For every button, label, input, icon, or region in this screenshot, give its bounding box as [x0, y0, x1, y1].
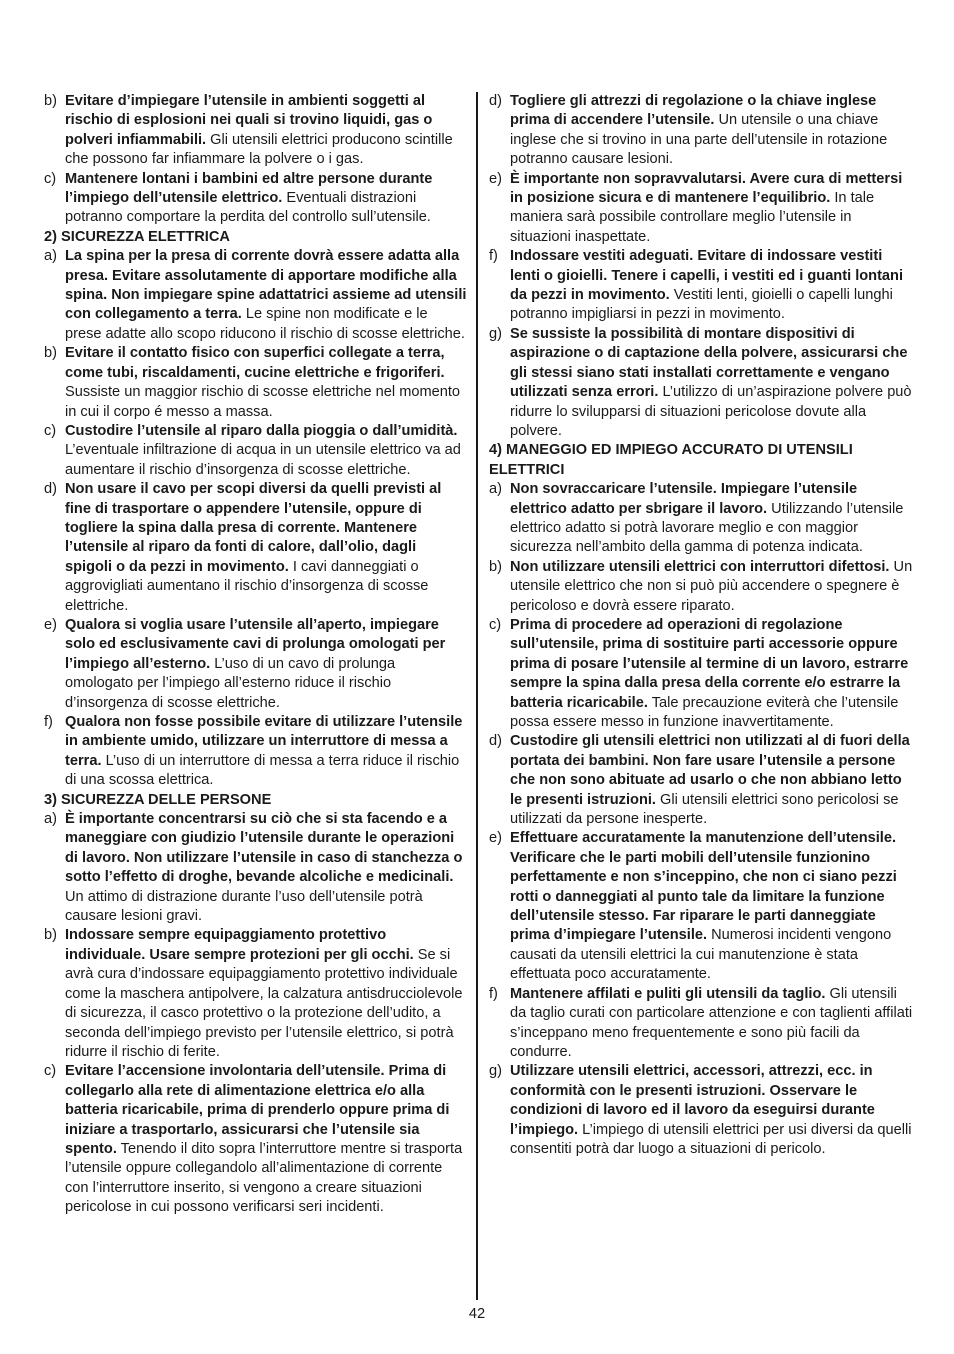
item-label: a) — [44, 248, 57, 265]
list-item — [44, 170, 467, 228]
item-body-text: L’uso di un interruttore di messa a terra riduce il rischio di una scossa elettrica. — [65, 752, 460, 789]
item-bold-text: Non usare il cavo per scopi diversi da quelli previsti al fine di trasportare o appendere l’utensile, oppure di togliere la spina dalla presa di corrente. Mantenere l’utensile al riparo da fonti di calore, dall’olio, dagli spigoli o da pezzi in movimento. — [65, 481, 442, 575]
list-item — [44, 810, 467, 926]
list-item — [489, 1062, 913, 1159]
item-label: d) — [44, 481, 57, 498]
item-label: f) — [489, 985, 498, 1002]
item-body-text: In tale maniera sarà possibile controllare meglio l’utensile in situazioni inaspettate. — [510, 190, 875, 245]
list-item — [44, 616, 467, 713]
item-body-text: Le spine non modificate e le prese adatte allo scopo riducono il rischio di scosse elettriche. — [65, 306, 465, 342]
item-bold-text: Custodire l’utensile al riparo dalla pioggia o dall’umidità. — [65, 422, 458, 439]
section-heading: 3) SICUREZZA DELLE PERSONE — [44, 791, 272, 808]
item-bold-text: Indossare vestiti adeguati. Evitare di indossare vestiti lenti o gioielli. Tenere i capelli, i vestiti ed i guanti lontani da pezzi in movimento. — [510, 248, 904, 304]
item-bold-text: È importante concentrarsi su ciò che si sta facendo e a maneggiare con giudizio l’utensile durante le operazioni di lavoro. Non utilizzare l’utensile in caso di stanchezza o sotto l’effetto di droghe, bevande alcoliche e medicinali. — [65, 811, 463, 886]
right-column — [489, 92, 913, 1159]
item-bold-text: Evitare il contatto fisico con superfici collegate a terra, come tubi, riscaldamenti, cucine elettriche e frigoriferi. — [65, 345, 445, 381]
list-item — [489, 247, 913, 325]
list-item — [489, 558, 913, 616]
item-label: d) — [489, 93, 502, 109]
item-label: b) — [489, 558, 502, 575]
section-heading: 2) SICUREZZA ELETTRICA — [44, 228, 230, 245]
item-bold-text: Mantenere lontani i bambini ed altre persone durante l’impiego dell’utensile elettrico. — [65, 170, 433, 207]
item-bold-text: Togliere gli attrezzi di regolazione o la chiave inglese prima di accendere l’utensile. — [510, 93, 877, 129]
item-bold-text: Non utilizzare utensili elettrici con interruttori difettosi. — [510, 558, 890, 575]
item-body-text: Gli utensili da taglio curati con particolare attenzione e con taglienti affilati s’inceppano meno frequentemente e sono più facili da condurre. — [510, 985, 913, 1060]
list-item — [44, 480, 467, 616]
list-item — [489, 616, 913, 732]
item-bold-text: Qualora non fosse possibile evitare di utilizzare l’utensile in ambiente umido, utilizzare un interruttore di messa a terra. — [65, 714, 463, 769]
section-heading: 4) MANEGGIO ED IMPIEGO ACCURATO DI UTENSILI ELETTRICI — [489, 442, 853, 478]
item-label: c) — [44, 170, 57, 187]
item-body-text: Gli utensili elettrici producono scintille che possono far infiammare la polvere o i gas. — [65, 131, 453, 168]
item-body-text: I cavi danneggiati o aggrovigliati aumentano il rischio d’insorgenza di scosse elettriche. — [65, 558, 429, 614]
list-item — [44, 422, 467, 480]
item-bold-text: Evitare l’accensione involontaria dell’utensile. Prima di collegarlo alla rete di alimentazione elettrica e/o alla batteria ricaricabile, prima di prenderlo oppure prima di iniziare a trasportarlo, assicurarsi che l’utensile sia spento. — [65, 1063, 450, 1157]
item-bold-text: Mantenere affilati e puliti gli utensili da taglio. — [510, 985, 826, 1002]
item-label: d) — [489, 733, 502, 750]
item-label: e) — [44, 616, 57, 633]
list-item — [489, 985, 913, 1063]
list-item — [489, 480, 913, 558]
item-body-text: Un attimo di distrazione durante l’uso dell’utensile potrà causare lesioni gravi. — [65, 888, 423, 925]
list-item — [489, 92, 913, 170]
item-bold-text: Custodire gli utensili elettrici non utilizzati al di fuori della portata dei bambini. Non fare usare l’utensile a persone che non sono abituate ad usarlo o che non abbiano letto le presenti istruzioni. — [510, 733, 910, 808]
item-label: g) — [489, 1063, 502, 1080]
item-label: g) — [489, 325, 502, 342]
item-label: f) — [489, 248, 498, 265]
page-number: 42 — [468, 1306, 486, 1322]
list-item — [44, 926, 467, 1062]
list-item — [44, 1062, 467, 1217]
item-body-text: Utilizzando l’utensile elettrico adatto si potrà lavorare meglio e con maggior sicurezza nell’ambito della gamma di potenza indicata. — [510, 500, 904, 556]
item-bold-text: Non sovraccaricare l’utensile. Impiegare l’utensile elettrico adatto per sbrigare il lavoro. — [510, 481, 858, 517]
item-label: e) — [489, 170, 502, 187]
item-body-text: Gli utensili elettrici sono pericolosi se utilizzati da persone inesperte. — [510, 791, 899, 828]
item-body-text: Tenendo il dito sopra l’interruttore mentre si trasporta l’utensile oppure collegandolo all’alimentazione di corrente con l’interruttore inserito, si vengono a creare situazioni pericolose in cui possono verificarsi seri incidenti. — [65, 1140, 463, 1216]
left-column — [44, 92, 467, 1218]
item-label: f) — [44, 714, 53, 730]
list-item — [489, 829, 913, 984]
item-body-text: L’utilizzo di un’aspirazione polvere può ridurre lo svilupparsi di situazioni pericolose dovute alla polvere. — [510, 384, 912, 439]
item-label: e) — [489, 830, 502, 847]
item-bold-text: Indossare sempre equipaggiamento protettivo individuale. Usare sempre protezioni per gli occhi. — [65, 927, 414, 963]
item-label: b) — [44, 927, 57, 944]
item-label: c) — [489, 616, 502, 633]
item-body-text: Sussiste un maggior rischio di scosse elettriche nel momento in cui il corpo é messo a massa. — [65, 384, 461, 420]
item-body-text: Vestiti lenti, gioielli o capelli lunghi potranno impigliarsi in pezzi in movimento. — [510, 287, 893, 323]
list-item — [44, 713, 467, 791]
item-bold-text: Evitare d’impiegare l’utensile in ambienti soggetti al rischio di esplosioni nei quali si trovino liquidi, gas o polveri infiammabili. — [65, 93, 433, 148]
item-body-text: Un utensile elettrico che non si può più accendere o spegnere è pericoloso e dovrà essere riparato. — [510, 558, 913, 614]
item-bold-text: La spina per la presa di corrente dovrà essere adatta alla presa. Evitare assolutamente di apportare modifiche alla spina. Non impiegare spine adattatrici assieme ad utensili con collegamento a terra. — [65, 248, 467, 323]
list-item — [489, 732, 913, 829]
item-bold-text: Qualora si voglia usare l’utensile all’aperto, impiegare solo ed esclusivamente cavi di prolunga omologati per l’impiego all’esterno. — [65, 616, 446, 672]
item-body-text: Tale precauzione eviterà che l’utensile possa essere messo in funzione inavvertitamente. — [510, 694, 899, 730]
item-label: c) — [44, 422, 57, 439]
list-item — [489, 325, 913, 441]
list-item — [44, 247, 467, 344]
item-bold-text: Effettuare accuratamente la manutenzione dell’utensile. Verificare che le parti mobili dell’utensile funzionino perfettamente e non s’inceppino, che non ci siano pezzi rotti o danneggiati al punto tale da limitare la funzione dell’utensile stesso. Far riparare le parti danneggiate prima d’impiegare l’utensile. — [510, 830, 897, 944]
item-bold-text: Utilizzare utensili elettrici, accessori, attrezzi, ecc. in conformità con le presenti istruzioni. Osservare le condizioni di lavoro ed il lavoro da eseguirsi durante l’impiego. — [510, 1063, 875, 1138]
list-item — [44, 344, 467, 422]
item-body-text: L’eventuale infiltrazione di acqua in un utensile elettrico va ad aumentare il rischio d’insorgenza di scosse elettriche. — [65, 442, 461, 478]
item-label: c) — [44, 1063, 57, 1080]
item-label: b) — [44, 93, 57, 109]
item-bold-text: È importante non sopravvalutarsi. Avere cura di mettersi in posizione sicura e di mantenere l’equilibrio. — [510, 170, 903, 207]
list-item — [44, 92, 467, 170]
item-body-text: Eventuali distrazioni potranno comportare la perdita del controllo sull’utensile. — [65, 190, 431, 226]
item-body-text: Numerosi incidenti vengono causati da utensili elettrici la cui manutenzione è stata effettuata poco accuratamente. — [510, 927, 892, 983]
item-body-text: L’impiego di utensili elettrici per usi diversi da quelli consentiti potrà dar luogo a situazioni di pericolo. — [510, 1121, 912, 1157]
list-item — [489, 170, 913, 248]
item-label: b) — [44, 345, 57, 362]
item-bold-text: Prima di procedere ad operazioni di regolazione sull’utensile, prima di sostituire parti accessorie oppure prima di posare l’utensile al termine di un lavoro, estrarre sempre la spina dalla presa della corrente e/o estrarre la batteria ricaricabile. — [510, 616, 909, 711]
item-body-text: Se si avrà cura d’indossare equipaggiamento protettivo individuale come la maschera antipolvere, la calzatura antisdrucciolevole di sicurezza, il casco protettivo o la protezione dell’udito, a seconda dell’impiego previsto per l’utensile elettrico, si potrà ridurre il rischio di ferite. — [65, 946, 463, 1060]
item-body-text: L’uso di un cavo di prolunga omologato per l’impiego all’esterno riduce il rischio d’insorgenza di scosse elettriche. — [65, 655, 396, 711]
item-body-text: Un utensile o una chiave inglese che si trovino in una parte dell’utensile in rotazione potranno causare lesioni. — [510, 112, 888, 168]
item-label: a) — [489, 481, 502, 498]
column-divider — [476, 92, 478, 1300]
item-bold-text: Se sussiste la possibilità di montare dispositivi di aspirazione o di captazione della polvere, assicurarsi che gli stessi siano stati installati correttamente e vengano utilizzati senza errori. — [510, 325, 908, 401]
item-label: a) — [44, 811, 57, 828]
